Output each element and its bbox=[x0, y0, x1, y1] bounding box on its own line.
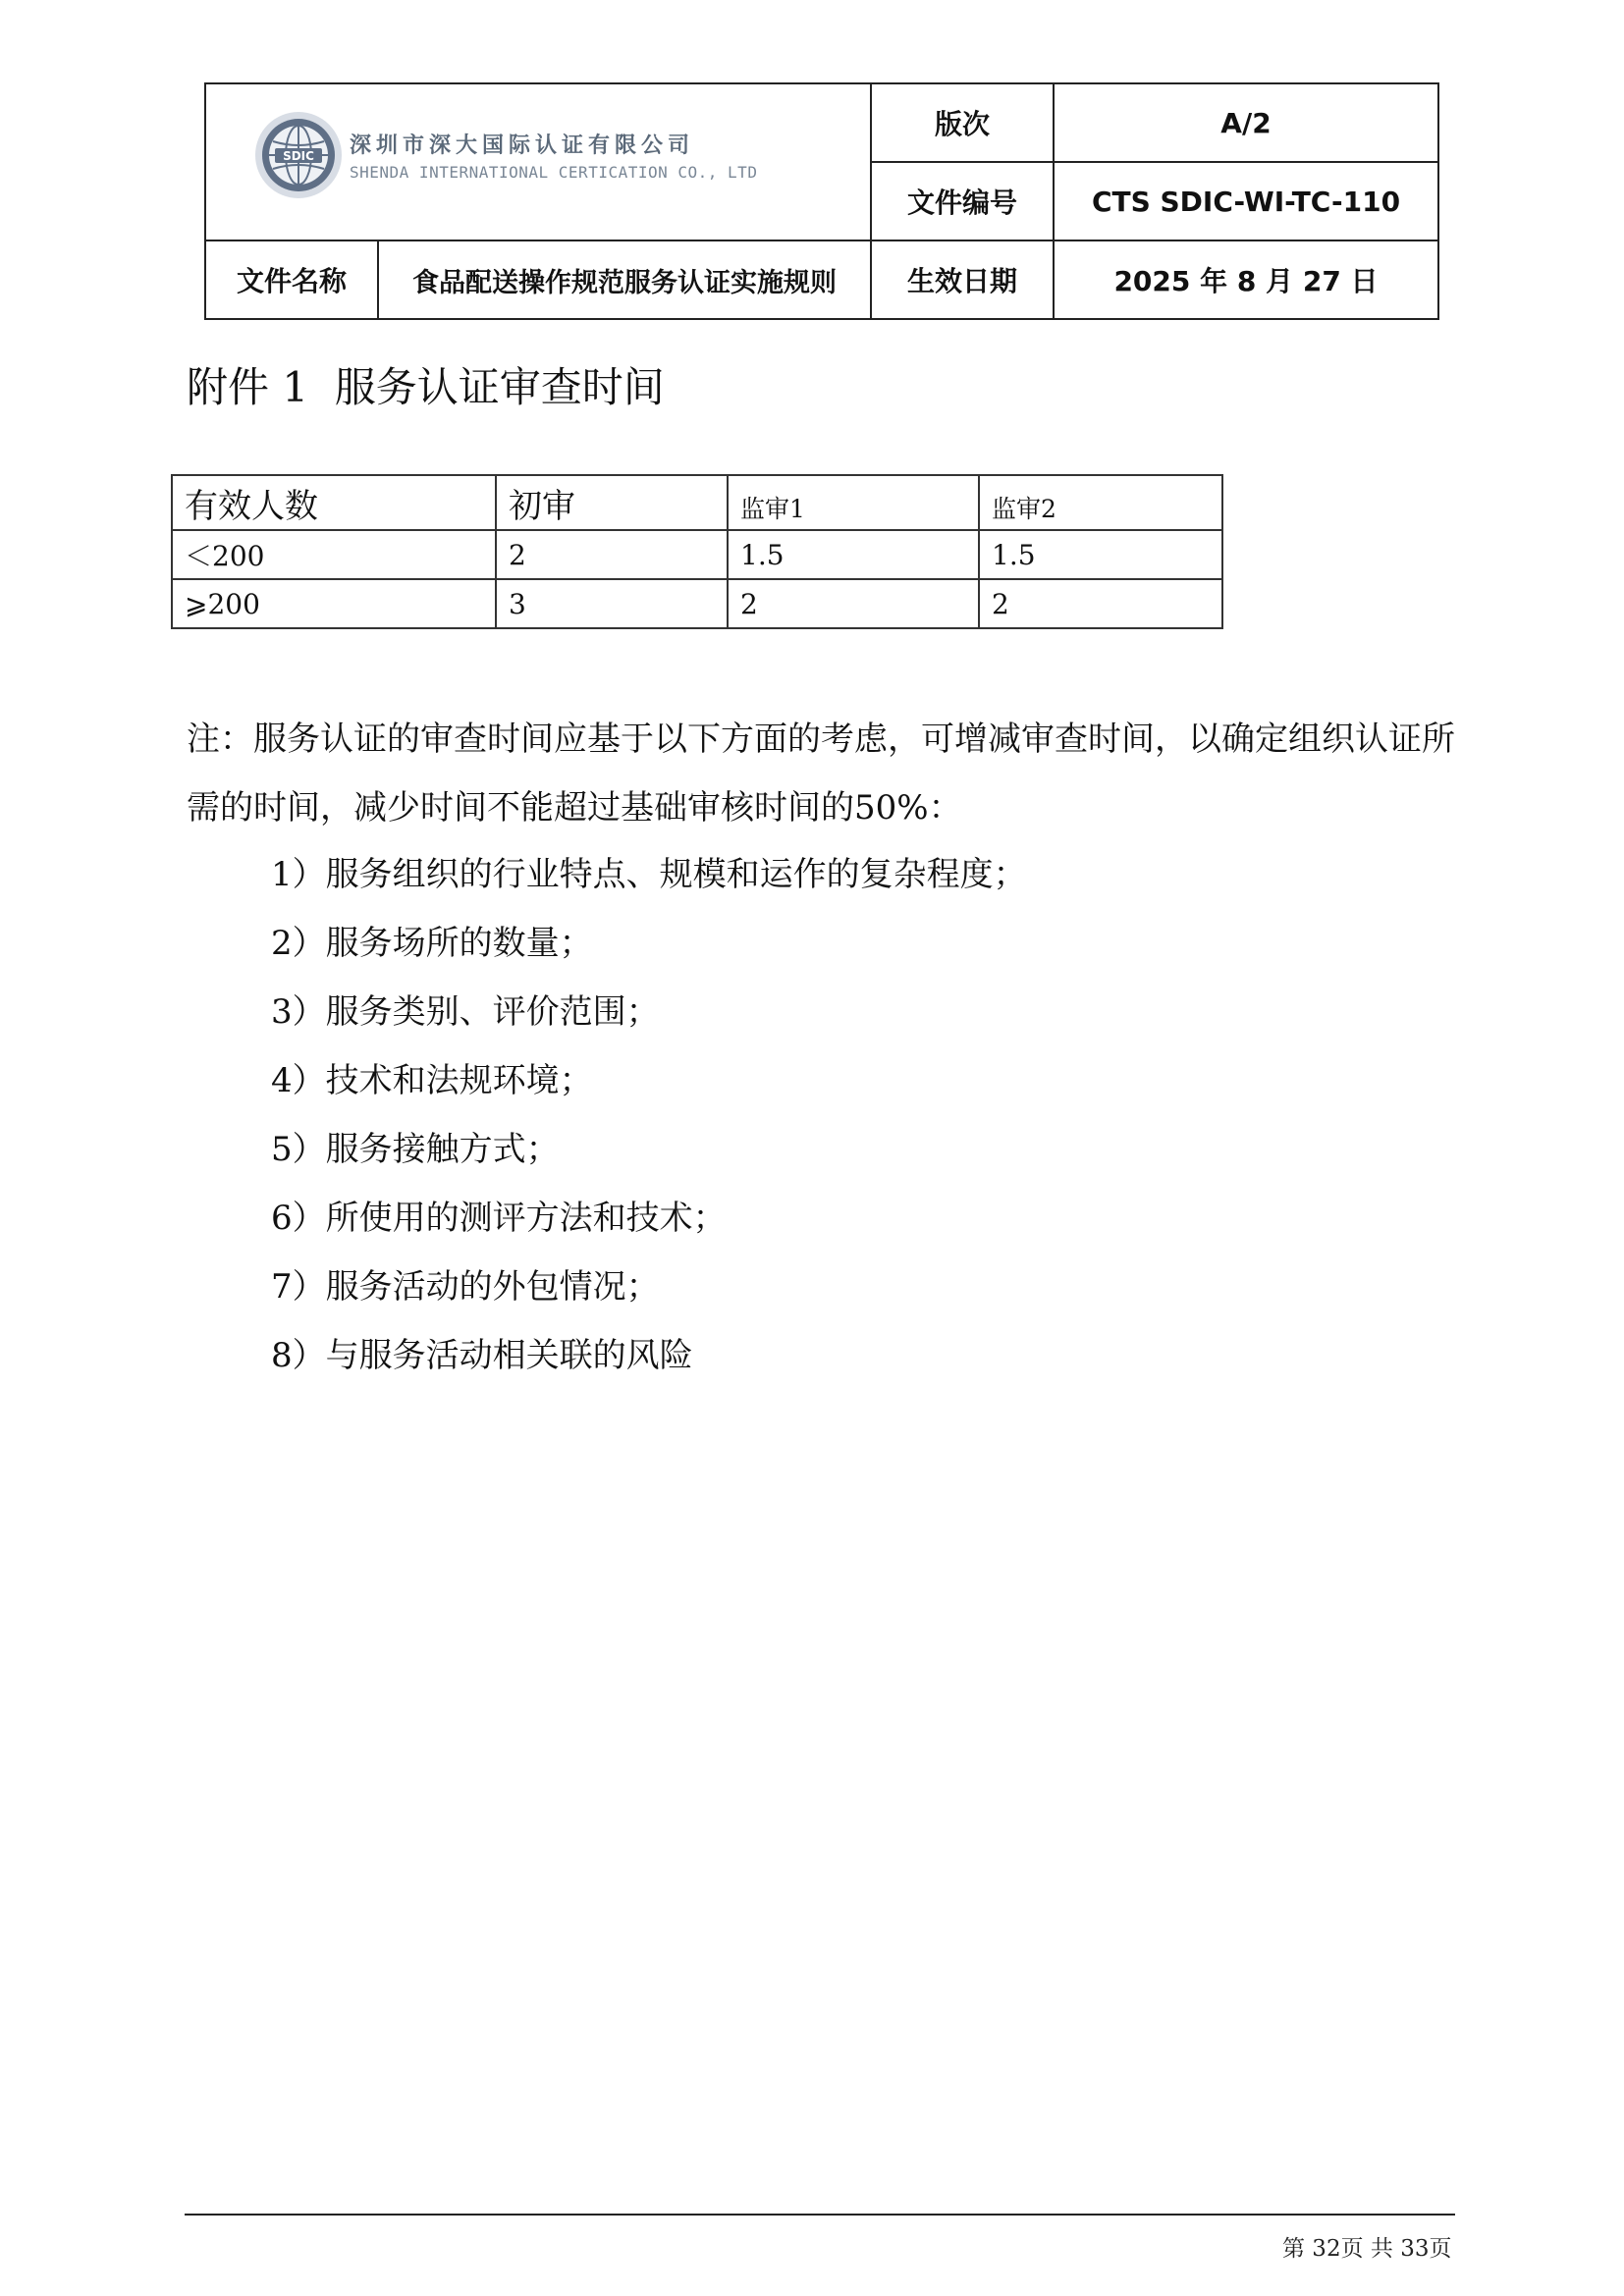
effective-date-label: 生效日期 bbox=[906, 265, 1017, 297]
table-row bbox=[172, 579, 1222, 628]
list-item: 5）服务接触方式； bbox=[271, 1130, 560, 1169]
version-value: A/2 bbox=[1220, 106, 1272, 139]
doc-name-label: 文件名称 bbox=[236, 265, 347, 297]
company-name-cn: 深圳市深大国际认证有限公司 bbox=[350, 133, 695, 158]
table-cell: 2 bbox=[728, 579, 979, 628]
list-item: 8）与服务活动相关联的风险 bbox=[271, 1336, 693, 1375]
audit-time-table bbox=[171, 474, 1223, 629]
doc-no-value: CTS SDIC-WI-TC-110 bbox=[1091, 185, 1401, 218]
list-item: 3）服务类别、评价范围； bbox=[271, 992, 660, 1032]
list-item: 6）所使用的测评方法和技术； bbox=[271, 1199, 727, 1238]
page-number: 第 32页 共 33页 bbox=[1282, 2236, 1452, 2262]
table-cell: ＜200 bbox=[172, 530, 496, 579]
table-cell: 2 bbox=[496, 530, 728, 579]
doc-no-label: 文件编号 bbox=[906, 187, 1017, 219]
list-item: 1）服务组织的行业特点、规模和运作的复杂程度； bbox=[271, 855, 1027, 894]
list-item: 2）服务场所的数量； bbox=[271, 924, 593, 963]
table-header-cell: 监审1 bbox=[728, 475, 979, 530]
note-list bbox=[271, 840, 1027, 1390]
company-logo bbox=[253, 110, 757, 200]
table-header-cell: 初审 bbox=[496, 475, 728, 530]
table-header-row bbox=[172, 475, 1222, 530]
table-cell: ⩾200 bbox=[172, 579, 496, 628]
table-header-cell: 有效人数 bbox=[172, 475, 496, 530]
table-cell: 2 bbox=[979, 579, 1222, 628]
table-cell: 1.5 bbox=[979, 530, 1222, 579]
list-item: 4）技术和法规环境； bbox=[271, 1061, 593, 1100]
section-title: 附件 1 服务认证审查时间 bbox=[187, 363, 665, 411]
doc-name-value: 食品配送操作规范服务认证实施规则 bbox=[412, 267, 837, 298]
version-label: 版次 bbox=[934, 108, 990, 140]
table-row bbox=[172, 530, 1222, 579]
logo-badge-text: SDIC bbox=[283, 149, 314, 163]
table-header-cell: 监审2 bbox=[979, 475, 1222, 530]
document-header bbox=[204, 82, 1439, 320]
list-item: 7）服务活动的外包情况； bbox=[271, 1267, 660, 1307]
table-cell: 3 bbox=[496, 579, 728, 628]
sdic-globe-icon bbox=[253, 110, 344, 200]
table-cell: 1.5 bbox=[728, 530, 979, 579]
footer-divider bbox=[185, 2214, 1455, 2216]
effective-date-value: 2025 年 8 月 27 日 bbox=[1113, 265, 1379, 297]
note-intro: 注：服务认证的审查时间应基于以下方面的考虑，可增减审查时间，以确定组织认证所需的时间，减少时间不能超过基础审核时间的50%： bbox=[187, 720, 1455, 828]
company-name-en: SHENDA INTERNATIONAL CERTICATION CO., LTD bbox=[350, 163, 758, 182]
